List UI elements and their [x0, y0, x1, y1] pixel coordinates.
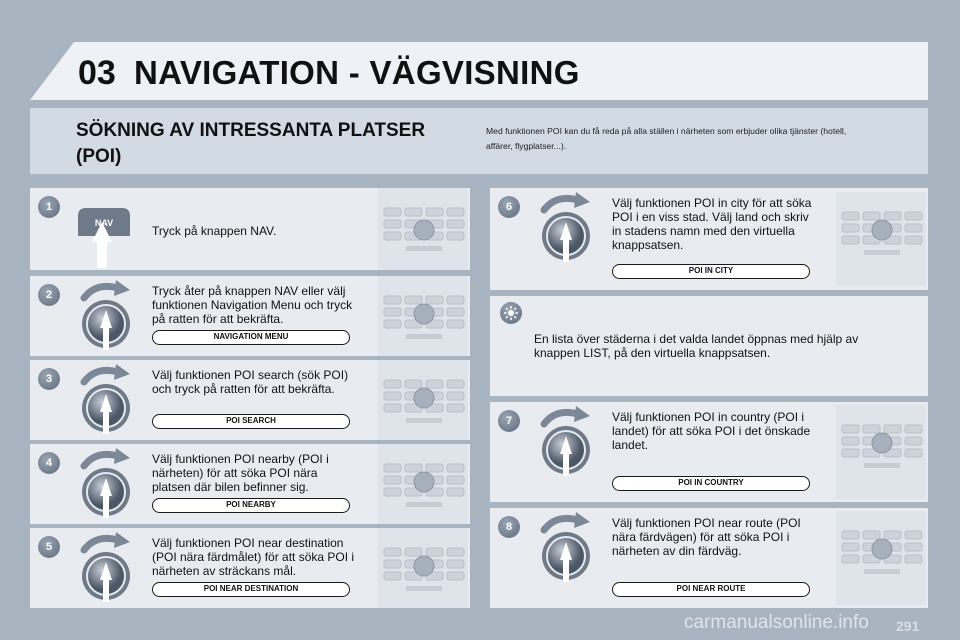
- menu-label-pill: POI NEAR DESTINATION: [152, 582, 350, 597]
- step-text-line: Välj funktionen POI search (sök POI): [152, 368, 349, 382]
- step-text-2: [152, 284, 382, 326]
- step-text-1: [152, 224, 382, 238]
- step-text-line: Välj funktionen POI near destination: [152, 536, 344, 550]
- knob-turn-icon: [538, 512, 594, 586]
- watermark: carmanualsonline.info: [684, 612, 869, 633]
- step-text-line: på ratten för att bekräfta.: [152, 312, 284, 326]
- radio-panel-thumbnail: [378, 188, 468, 270]
- radio-panel-thumbnail: [378, 528, 468, 608]
- step-text-line: och tryck på ratten för att bekräfta.: [152, 382, 335, 396]
- note-text: [534, 332, 894, 360]
- radio-panel-thumbnail: [378, 276, 468, 356]
- header-tab-cut: [30, 42, 74, 100]
- radio-panel-thumbnail: [378, 360, 468, 440]
- step-text-4: [152, 452, 382, 494]
- step-text-line: närheten) för att söka POI nära: [152, 466, 318, 480]
- step-number-1: 1: [38, 196, 60, 218]
- section-intro: [486, 124, 906, 154]
- step-text-line: landet) för att söka POI i det önskade: [612, 424, 811, 438]
- step-text-line: in stadens namn med den virtuella: [612, 224, 795, 238]
- section-title-line2: (POI): [76, 146, 122, 167]
- step-text-line: landet.: [612, 438, 649, 452]
- knob-turn-icon: [78, 280, 134, 354]
- page-number: 291: [896, 618, 920, 634]
- step-text-8: [612, 516, 842, 558]
- step-text-line: knappsatsen.: [612, 238, 684, 252]
- knob-turn-icon: [538, 406, 594, 480]
- chapter-number: 03: [78, 54, 116, 92]
- page-title: NAVIGATION - VÄGVISNING: [134, 54, 580, 91]
- knob-turn-icon: [538, 192, 594, 266]
- radio-panel-thumbnail: [378, 444, 468, 524]
- menu-label-pill: POI NEAR ROUTE: [612, 582, 810, 597]
- step-number-4: 4: [38, 452, 60, 474]
- step-text-3: [152, 368, 382, 396]
- step-number-7: 7: [498, 410, 520, 432]
- step-text-line: Välj funktionen POI in city för att söka: [612, 196, 812, 210]
- step-text-line: Välj funktionen POI near route (POI: [612, 516, 801, 530]
- step-number-8: 8: [498, 516, 520, 538]
- step-text-line: platsen där bilen befinner sig.: [152, 480, 309, 494]
- step-text-line: Tryck åter på knappen NAV eller välj: [152, 284, 346, 298]
- note-line1: En lista över städerna i det valda landet öppnas med hjälp av: [534, 332, 859, 346]
- svg-text:NAV: NAV: [94, 218, 114, 228]
- step-text-5: [152, 536, 382, 578]
- sun-tip-icon: [500, 302, 522, 324]
- intro-line2: affärer, flygplatser...).: [486, 141, 567, 151]
- step-text-line: närheten av din färdväg.: [612, 544, 742, 558]
- step-number-2: 2: [38, 284, 60, 306]
- radio-panel-thumbnail: [836, 192, 926, 286]
- radio-panel-thumbnail: [836, 405, 926, 499]
- knob-turn-icon: [78, 364, 134, 438]
- step-text-6: [612, 196, 842, 252]
- step-text-line: funktionen Navigation Menu och tryck: [152, 298, 353, 312]
- knob-turn-icon: [78, 448, 134, 522]
- menu-label-pill: POI NEARBY: [152, 498, 350, 513]
- step-text-line: Tryck på knappen NAV.: [152, 224, 277, 238]
- step-number-5: 5: [38, 536, 60, 558]
- menu-label-pill: POI IN CITY: [612, 264, 810, 279]
- intro-line1: Med funktionen POI kan du få reda på alla ställen i närheten som erbjuder olika tjänster (hotell,: [486, 126, 847, 136]
- menu-label-pill: POI IN COUNTRY: [612, 476, 810, 491]
- step-number-6: 6: [498, 196, 520, 218]
- radio-panel-thumbnail: [836, 511, 926, 605]
- step-text-line: POI i en viss stad. Välj land och skriv: [612, 210, 809, 224]
- section-title-line1: SÖKNING AV INTRESSANTA PLATSER: [76, 120, 426, 141]
- step-text-line: närheten av sträckans mål.: [152, 564, 297, 578]
- menu-label-pill: POI SEARCH: [152, 414, 350, 429]
- knob-turn-icon: [78, 532, 134, 606]
- step-text-line: nära färdvägen) för att söka POI i: [612, 530, 790, 544]
- menu-label-pill: NAVIGATION MENU: [152, 330, 350, 345]
- step-text-7: [612, 410, 842, 452]
- section-title: [76, 118, 456, 170]
- nav-button-icon: [76, 206, 132, 266]
- note-line2: knappen LIST, på den virtuella knappsatsen.: [534, 346, 771, 360]
- step-text-line: (POI nära färdmålet) för att söka POI i: [152, 550, 355, 564]
- step-number-3: 3: [38, 368, 60, 390]
- step-text-line: Välj funktionen POI in country (POI i: [612, 410, 805, 424]
- step-text-line: Välj funktionen POI nearby (POI i: [152, 452, 329, 466]
